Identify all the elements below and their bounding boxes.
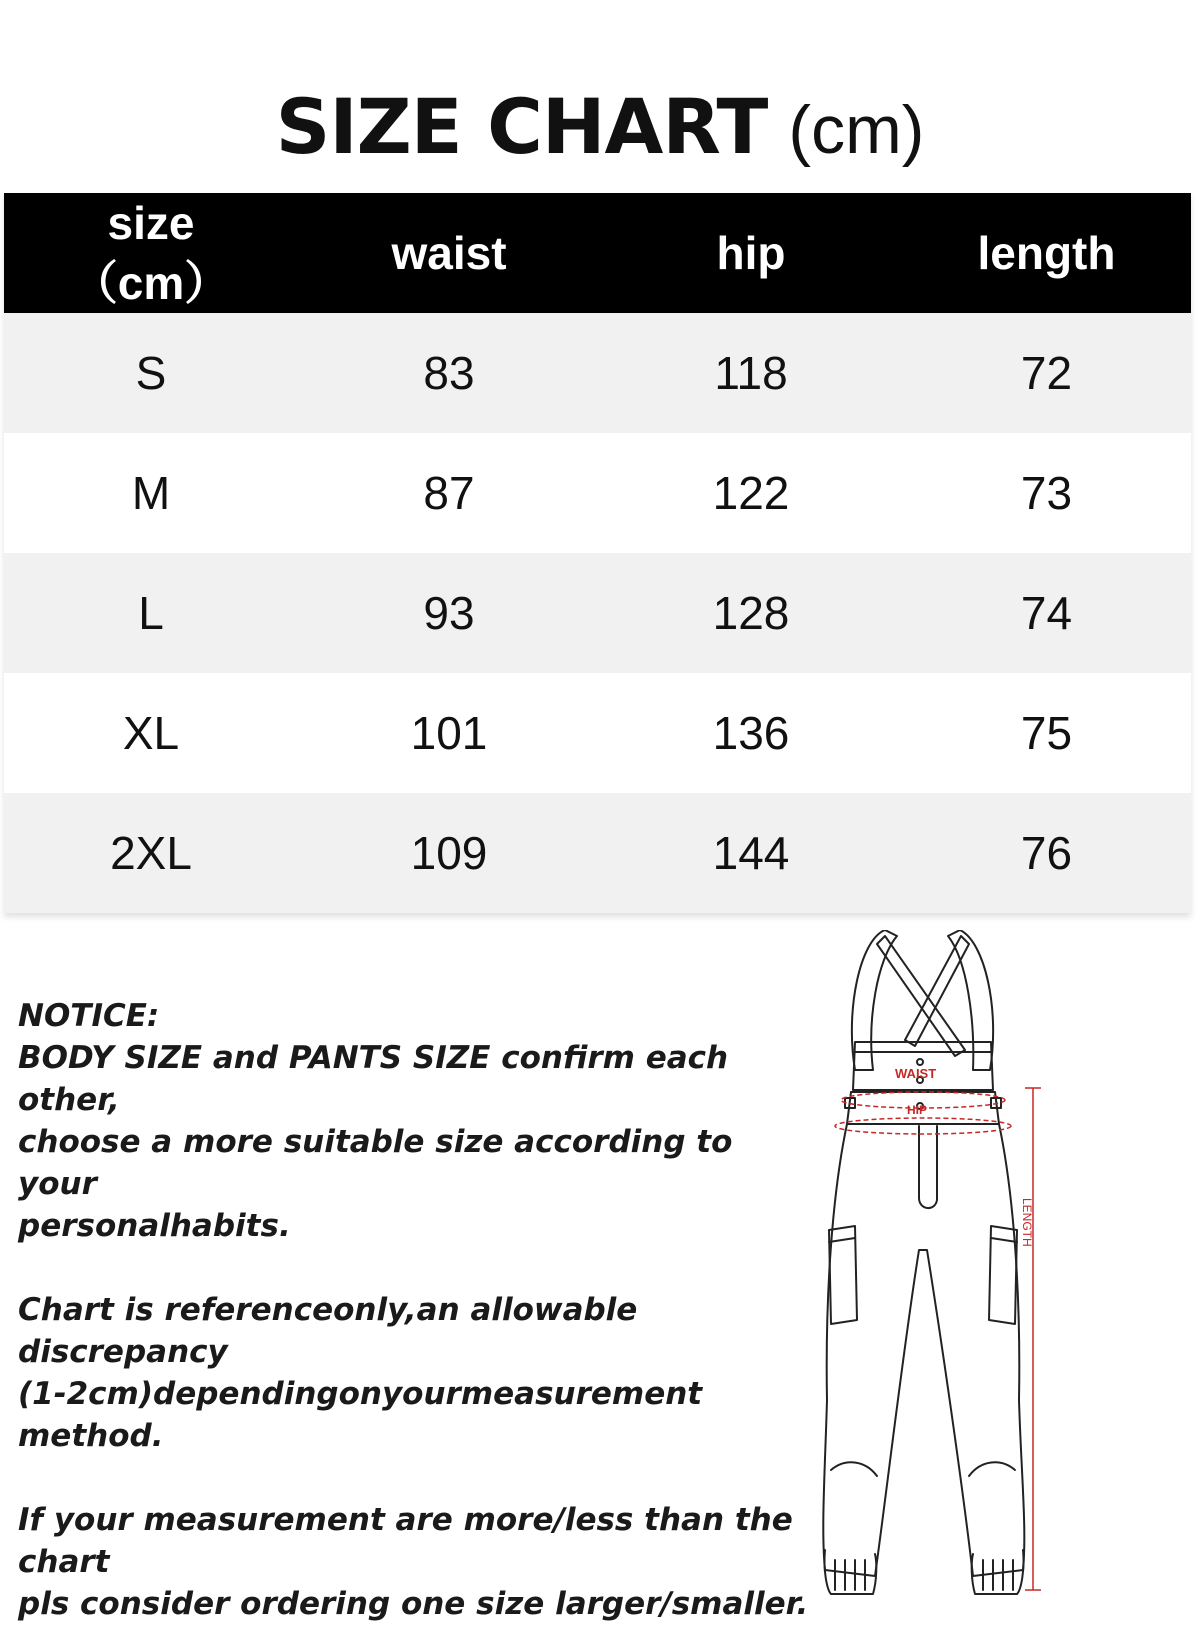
cell-size: 2XL [110, 827, 192, 879]
strap-right [948, 930, 993, 1070]
header-waist: waist [391, 227, 507, 279]
header-size-unit: （cm） [71, 257, 231, 309]
cell-hip: 144 [712, 827, 790, 879]
cell-size: L [138, 587, 164, 639]
legs-outline [823, 1124, 1024, 1576]
cell-waist: 93 [423, 587, 475, 639]
notice-line: Chart is referenceonly,an allowable [18, 1292, 638, 1328]
cell-length: 74 [1020, 587, 1073, 639]
table-row [4, 433, 1191, 553]
cell-hip: 136 [712, 707, 790, 759]
cell-length: 72 [1020, 347, 1073, 399]
cell-length: 75 [1020, 707, 1073, 759]
overalls-drawing [815, 930, 1085, 1600]
cell-hip: 128 [712, 587, 790, 639]
hip-guide [835, 1118, 1011, 1134]
strap-left [852, 930, 897, 1070]
cell-waist: 83 [423, 347, 475, 399]
notice-line: choose a more suitable size according to your [18, 1124, 733, 1202]
notice-line: (1-2cm)dependingonyourmeasurement [18, 1376, 703, 1412]
notice-text [18, 995, 818, 1625]
cell-waist: 87 [423, 467, 475, 519]
header-size-label: size [107, 197, 195, 249]
cell-length: 73 [1020, 467, 1073, 519]
header-hip: hip [716, 227, 786, 279]
cell-hip: 118 [714, 347, 788, 399]
cell-size: M [131, 467, 171, 519]
page-title [0, 82, 1200, 175]
notice-line: method. [18, 1418, 164, 1454]
header-length: length [977, 227, 1116, 279]
length-label: LENGTH [1020, 1198, 1034, 1247]
header-size [4, 193, 298, 313]
cell-hip: 122 [712, 467, 790, 519]
table-row [4, 553, 1191, 673]
waist-label: WAIST [895, 1066, 937, 1081]
cuff-right [972, 1550, 1024, 1594]
notice-line: pls consider ordering one size larger/smaller. [18, 1586, 809, 1622]
pants-illustration [815, 930, 1085, 1600]
notice-line: BODY SIZE and PANTS SIZE confirm each other, [18, 1040, 729, 1118]
table-row [4, 313, 1191, 433]
title-main: SIZE CHART [275, 82, 768, 171]
cell-size: XL [122, 707, 180, 759]
cell-waist: 101 [410, 707, 488, 759]
cell-length: 76 [1020, 827, 1073, 879]
notice-line: If your measurement are more/less than the [18, 1502, 793, 1538]
notice-line: discrepancy [18, 1334, 228, 1370]
table-body [4, 313, 1191, 913]
table-row [4, 793, 1191, 913]
size-table [4, 193, 1191, 913]
table-header [4, 193, 1191, 313]
notice-line: chart [18, 1544, 110, 1580]
table-row [4, 673, 1191, 793]
cell-waist: 109 [410, 827, 488, 879]
title-unit: (cm) [788, 92, 925, 168]
cell-size: S [135, 347, 167, 399]
notice-line: personalhabits. [18, 1208, 291, 1244]
cuff-left [824, 1550, 876, 1594]
notice-heading: NOTICE: [18, 998, 160, 1034]
hip-label: HIP [907, 1103, 928, 1117]
